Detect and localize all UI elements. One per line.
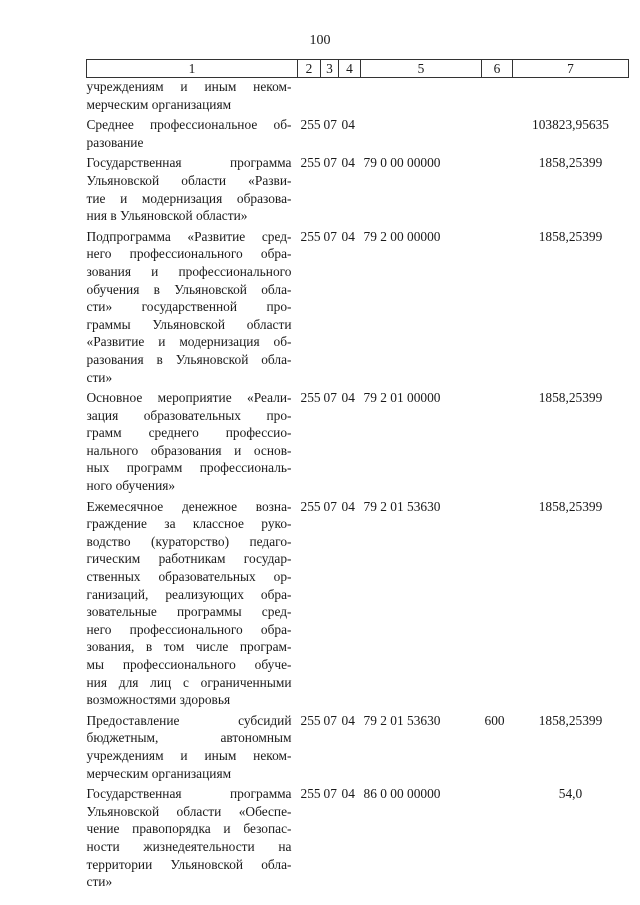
item-name-line: гическим работникам государ- xyxy=(86,551,292,567)
item-name-line: водство (кураторство) педаго- xyxy=(86,533,292,549)
amount-cell: 1858,25399 xyxy=(538,228,603,244)
subsection-code-cell: 07 xyxy=(323,786,337,802)
expense-type-cell: 600 xyxy=(484,712,505,728)
item-name-line: ности жизнедеятельности на xyxy=(86,838,292,854)
item-name-line: «Развитие и модернизация об- xyxy=(86,334,292,350)
subsection-code-cell: 07 xyxy=(323,117,337,133)
item-name-cell xyxy=(87,785,298,891)
item-name-cell xyxy=(87,498,298,709)
item-name-line: ния в Ульяновской области» xyxy=(86,208,248,224)
column-header-4: 4 xyxy=(339,60,361,78)
subsection-code-cell: 07 xyxy=(323,228,337,244)
column-header-3: 3 xyxy=(321,60,339,78)
item-name-line: сти» государственной про- xyxy=(86,299,292,315)
category-code-cell: 04 xyxy=(341,155,355,171)
item-name-line: ганизаций, реализующих обра- xyxy=(86,586,292,602)
table-row xyxy=(87,154,629,224)
category-code-cell: 04 xyxy=(341,390,355,406)
amount-cell: 1858,25399 xyxy=(538,390,603,406)
section-code-cell: 255 xyxy=(300,390,321,406)
amount-cell: 54,0 xyxy=(558,786,583,802)
item-name-line: ного обучения» xyxy=(86,478,176,494)
column-header-2: 2 xyxy=(298,60,321,78)
page-number: 100 xyxy=(309,33,331,48)
target-article-cell: 79 0 00 00000 xyxy=(363,155,441,171)
item-name-line: обучения в Ульяновской обла- xyxy=(86,281,292,297)
item-name-line: грамм среднего профессио- xyxy=(86,425,292,441)
column-header-7: 7 xyxy=(513,60,629,78)
item-name-line: разования в Ульяновской обла- xyxy=(86,351,292,367)
column-header-5: 5 xyxy=(361,60,482,78)
table-row xyxy=(87,498,629,709)
target-article-cell: 86 0 00 00000 xyxy=(363,786,441,802)
section-code-cell: 255 xyxy=(300,786,321,802)
item-name-line: бюджетным, автономным xyxy=(86,730,292,746)
expense-type-cell xyxy=(482,154,513,224)
table-row xyxy=(87,116,629,151)
item-name-cell xyxy=(87,116,298,151)
item-name-line: зования и профессионального xyxy=(86,263,292,279)
item-name-line: Государственная программа xyxy=(86,155,292,171)
item-name-line: территории Ульяновской обла- xyxy=(86,856,292,872)
item-name-line: ных программ профессиональ- xyxy=(86,460,292,476)
subsection-code-cell: 07 xyxy=(323,155,337,171)
column-number-header xyxy=(87,60,629,78)
amount-cell: 103823,95635 xyxy=(532,117,609,133)
item-name-line: Среднее профессиональное об- xyxy=(86,117,292,133)
section-code-cell xyxy=(298,78,321,114)
amount-cell: 1858,25399 xyxy=(538,712,603,728)
budget-table xyxy=(86,59,629,891)
category-code-cell xyxy=(339,78,361,114)
item-name-line: зовательные программы сред- xyxy=(86,604,292,620)
category-code-cell: 04 xyxy=(341,712,355,728)
subsection-code-cell: 07 xyxy=(323,712,337,728)
category-code-cell: 04 xyxy=(341,228,355,244)
section-code-cell: 255 xyxy=(300,117,321,133)
column-header-6: 6 xyxy=(482,60,513,78)
expense-type-cell xyxy=(482,116,513,151)
item-name-line: ния для лиц с ограниченными xyxy=(86,674,292,690)
table-row xyxy=(87,78,629,114)
item-name-cell xyxy=(87,78,298,114)
item-name-line: тие и модернизация образова- xyxy=(86,190,292,206)
item-name-line: Основное мероприятие «Реали- xyxy=(86,390,292,406)
target-article-cell xyxy=(361,116,482,151)
item-name-line: мы профессионального обуче- xyxy=(86,657,292,672)
item-name-line: сти» xyxy=(86,369,113,385)
amount-cell xyxy=(513,78,629,114)
section-code-cell: 255 xyxy=(300,155,321,171)
amount-cell: 1858,25399 xyxy=(538,155,603,171)
column-header-1: 1 xyxy=(87,60,298,78)
item-name-line: мерческим организациям xyxy=(86,96,232,112)
item-name-line: ственных образовательных ор- xyxy=(86,569,292,585)
item-name-cell xyxy=(87,228,298,386)
expense-type-cell xyxy=(482,78,513,114)
budget-table-body xyxy=(87,78,629,891)
table-row xyxy=(87,785,629,891)
target-article-cell xyxy=(361,78,482,114)
category-code-cell: 04 xyxy=(341,117,355,133)
item-name-line: зования, в том числе програм- xyxy=(86,639,292,655)
item-name-line: него профессионального обра- xyxy=(86,621,292,637)
item-name-line: разование xyxy=(86,134,144,150)
item-name-line: Предоставление субсидий xyxy=(86,712,292,728)
target-article-cell: 79 2 00 00000 xyxy=(363,228,441,244)
item-name-line: граждение за классное руко- xyxy=(86,516,292,532)
item-name-line: него профессионального обра- xyxy=(86,246,292,262)
expense-type-cell xyxy=(482,228,513,386)
item-name-line: Ульяновской области «Разви- xyxy=(86,172,292,188)
item-name-cell xyxy=(87,712,298,782)
item-name-line: Ежемесячное денежное возна- xyxy=(86,498,292,514)
target-article-cell: 79 2 01 53630 xyxy=(363,712,441,728)
item-name-cell xyxy=(87,389,298,495)
expense-type-cell xyxy=(482,785,513,891)
subsection-code-cell xyxy=(321,78,339,114)
item-name-line: мерческим организациям xyxy=(86,765,232,781)
item-name-line: чение правопорядка и безопас- xyxy=(86,821,292,837)
target-article-cell: 79 2 01 00000 xyxy=(363,390,441,406)
category-code-cell: 04 xyxy=(341,498,355,514)
item-name-line: сти» xyxy=(86,874,113,890)
table-row xyxy=(87,228,629,386)
item-name-line: нального образования и основ- xyxy=(86,442,292,458)
item-name-line: учреждениям и иным неком- xyxy=(86,747,292,763)
subsection-code-cell: 07 xyxy=(323,498,337,514)
expense-type-cell xyxy=(482,389,513,495)
section-code-cell: 255 xyxy=(300,498,321,514)
item-name-line: граммы Ульяновской области xyxy=(86,316,292,332)
item-name-line: Государственная программа xyxy=(86,786,292,802)
subsection-code-cell: 07 xyxy=(323,390,337,406)
item-name-line: зация образовательных про- xyxy=(86,407,292,423)
target-article-cell: 79 2 01 53630 xyxy=(363,498,441,514)
category-code-cell: 04 xyxy=(341,786,355,802)
item-name-line: возможностями здоровья xyxy=(86,692,231,708)
table-row xyxy=(87,389,629,495)
item-name-cell xyxy=(87,154,298,224)
section-code-cell: 255 xyxy=(300,712,321,728)
section-code-cell: 255 xyxy=(300,228,321,244)
table-row xyxy=(87,712,629,782)
item-name-line: учреждениям и иным неком- xyxy=(86,79,292,94)
item-name-line: Подпрограмма «Развитие сред- xyxy=(86,228,292,244)
expense-type-cell xyxy=(482,498,513,709)
amount-cell: 1858,25399 xyxy=(538,498,603,514)
item-name-line: Ульяновской области «Обеспе- xyxy=(86,803,292,819)
